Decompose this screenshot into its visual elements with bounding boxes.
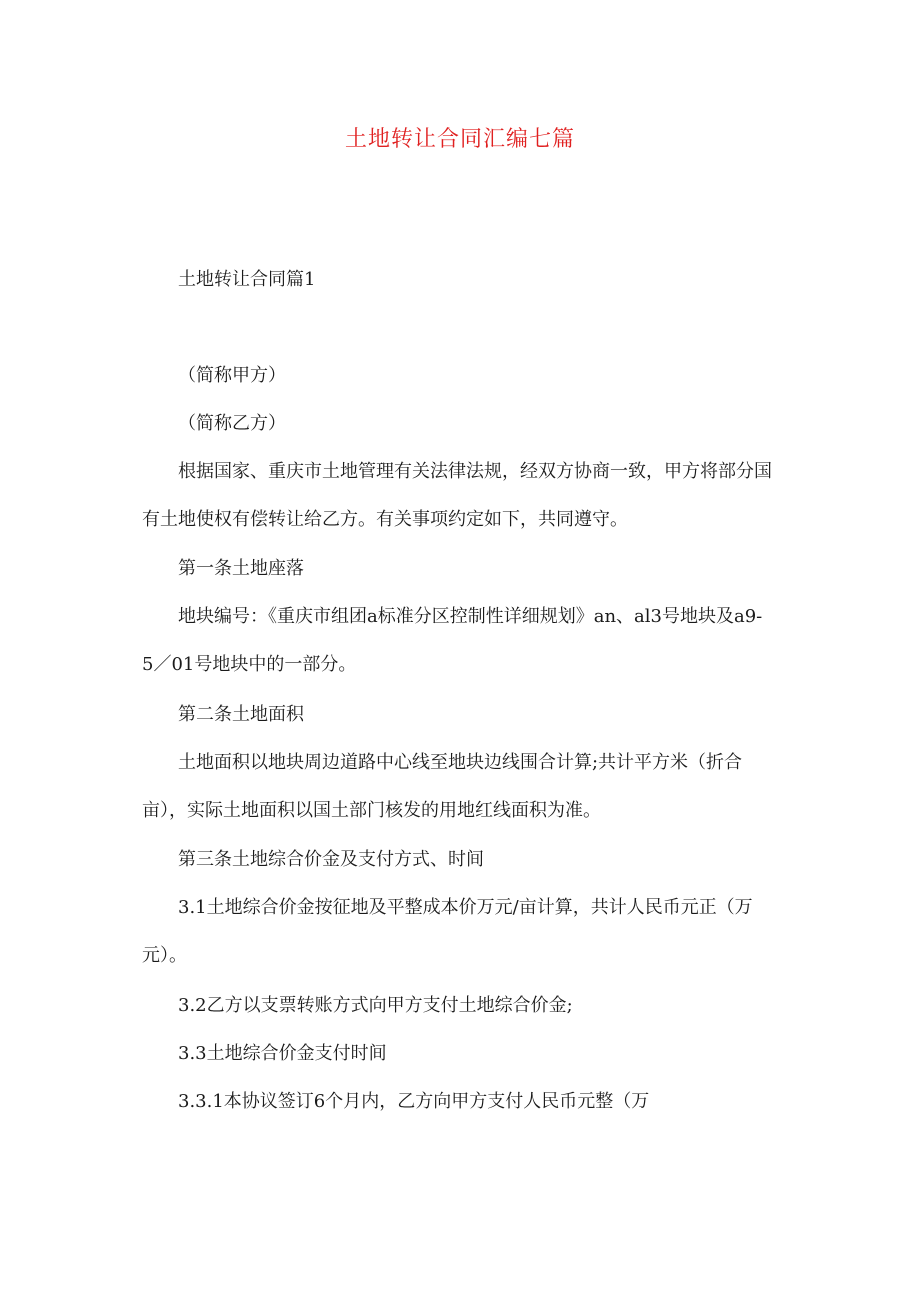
paragraph-intro-line-1: 根据国家、重庆市土地管理有关法律法规，经双方协商一致，甲方将部分国	[178, 461, 772, 482]
clause-3-3-1: 3.3.1本协议签订6个月内，乙方向甲方支付人民币元整（万	[178, 1091, 650, 1112]
clause-3-1-line-1: 3.1土地综合价金按征地及平整成本价万元/亩计算，共计人民币元正（万	[178, 897, 753, 918]
parcel-number-line-2: 5／01号地块中的一部分。	[142, 654, 357, 675]
clause-3-1-line-2: 元）。	[142, 945, 187, 966]
party-a-line: （简称甲方）	[178, 365, 286, 386]
article-3-heading: 第三条土地综合价金及支付方式、时间	[178, 849, 484, 870]
clause-3-3: 3.3土地综合价金支付时间	[178, 1043, 387, 1064]
article-2-heading: 第二条土地面积	[178, 704, 304, 725]
party-b-line: （简称乙方）	[178, 413, 286, 434]
land-area-line-1: 土地面积以地块周边道路中心线至地块边线围合计算;共计平方米（折合	[178, 752, 743, 773]
parcel-number-line-1: 地块编号：《重庆市组团a标准分区控制性详细规划》an、al3号地块及a9-	[178, 606, 763, 627]
document-title: 土地转让合同汇编七篇	[344, 127, 575, 152]
paragraph-intro-line-2: 有土地使权有偿转让给乙方。有关事项约定如下，共同遵守。	[142, 509, 628, 530]
section-heading-contract-1: 土地转让合同篇1	[178, 269, 316, 290]
clause-3-2: 3.2乙方以支票转账方式向甲方支付土地综合价金;	[178, 995, 573, 1016]
land-area-line-2: 亩），实际土地面积以国土部门核发的用地红线面积为准。	[142, 800, 601, 821]
article-1-heading: 第一条土地座落	[178, 558, 304, 579]
